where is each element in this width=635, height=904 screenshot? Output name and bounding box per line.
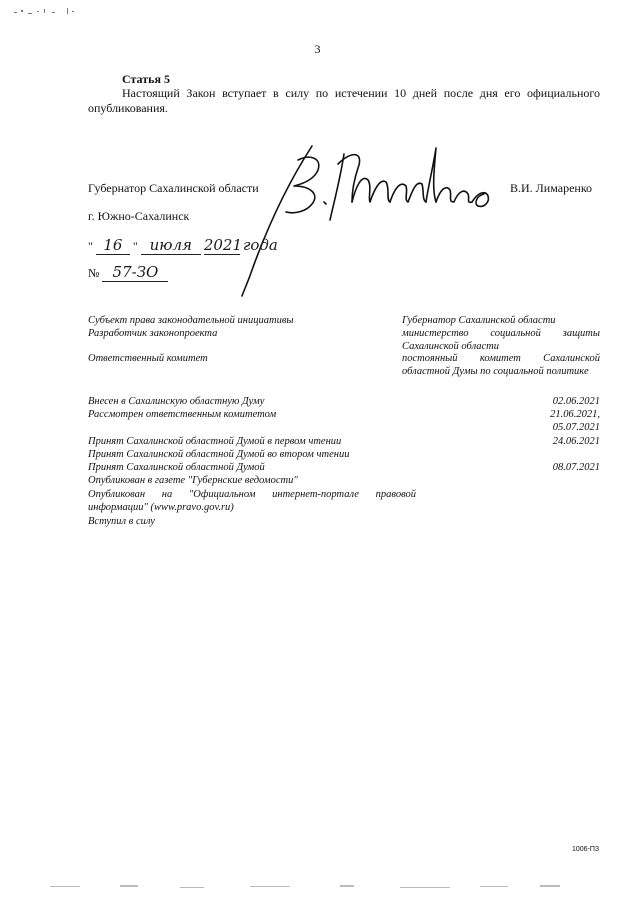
meta-reviewed-date-1: 21.06.2021, <box>550 409 600 420</box>
scan-artifact <box>40 882 600 892</box>
article-title: Статья 5 <box>122 72 170 86</box>
meta-submitted-label: Внесен в Сахалинскую областную Думу <box>88 396 265 407</box>
meta-developer-label: Разработчик законопроекта <box>88 328 218 339</box>
footer-code: 1006-ПЗ <box>572 846 600 853</box>
meta-first-reading-date: 24.06.2021 <box>552 436 600 447</box>
meta-committee-value: постоянный комитет Сахалинской областной Думы по социальной политике <box>402 353 600 377</box>
meta-subject-value: Губернатор Сахалинской области <box>402 315 556 326</box>
meta-adopted-date: 08.07.2021 <box>552 462 600 473</box>
governor-name: В.И. Лимаренко <box>510 181 593 195</box>
date-month: июля <box>141 236 201 255</box>
page-number: 3 <box>314 42 321 56</box>
date-quote-close: " <box>132 239 138 253</box>
date-day: 16 <box>96 236 130 255</box>
meta-committee-label: Ответственный комитет <box>88 353 208 364</box>
law-number <box>88 263 208 287</box>
number-value: 57-ЗО <box>102 263 168 282</box>
handwritten-signature <box>240 140 510 300</box>
meta-submitted-date: 02.06.2021 <box>552 396 600 407</box>
number-label: № <box>88 266 100 280</box>
date-year: 2021 <box>203 236 242 254</box>
scan-artifact <box>12 6 82 20</box>
signing-date <box>88 236 288 260</box>
date-quote-open: " <box>88 239 93 253</box>
meta-reviewed-date-2: 05.07.2021 <box>552 422 600 433</box>
meta-first-reading-label: Принят Сахалинской областной Думой в первом чтении <box>88 436 342 447</box>
meta-portal-label: Опубликован на "Официальном интернет-портале правовой информации" (www.pravo.gov.ru) <box>88 489 416 513</box>
meta-second-reading-label: Принят Сахалинской областной Думой во втором чтении <box>88 449 350 460</box>
meta-developer-value: министерство социальной защиты Сахалинской области <box>402 328 600 352</box>
governor-label: Губернатор Сахалинской области <box>88 181 259 195</box>
article-text: Настоящий Закон вступает в силу по истечении 10 дней после дня его официального опубликования. <box>88 86 600 115</box>
meta-effective-label: Вступил в силу <box>88 516 155 527</box>
city: г. Южно-Сахалинск <box>88 209 190 223</box>
meta-reviewed-label: Рассмотрен ответственным комитетом <box>88 409 277 420</box>
meta-newspaper-label: Опубликован в газете "Губернские ведомости" <box>88 475 298 486</box>
meta-adopted-label: Принят Сахалинской областной Думой <box>88 462 265 473</box>
date-suffix: года <box>242 236 278 254</box>
meta-subject-label: Субъект права законодательной инициативы <box>88 315 294 326</box>
